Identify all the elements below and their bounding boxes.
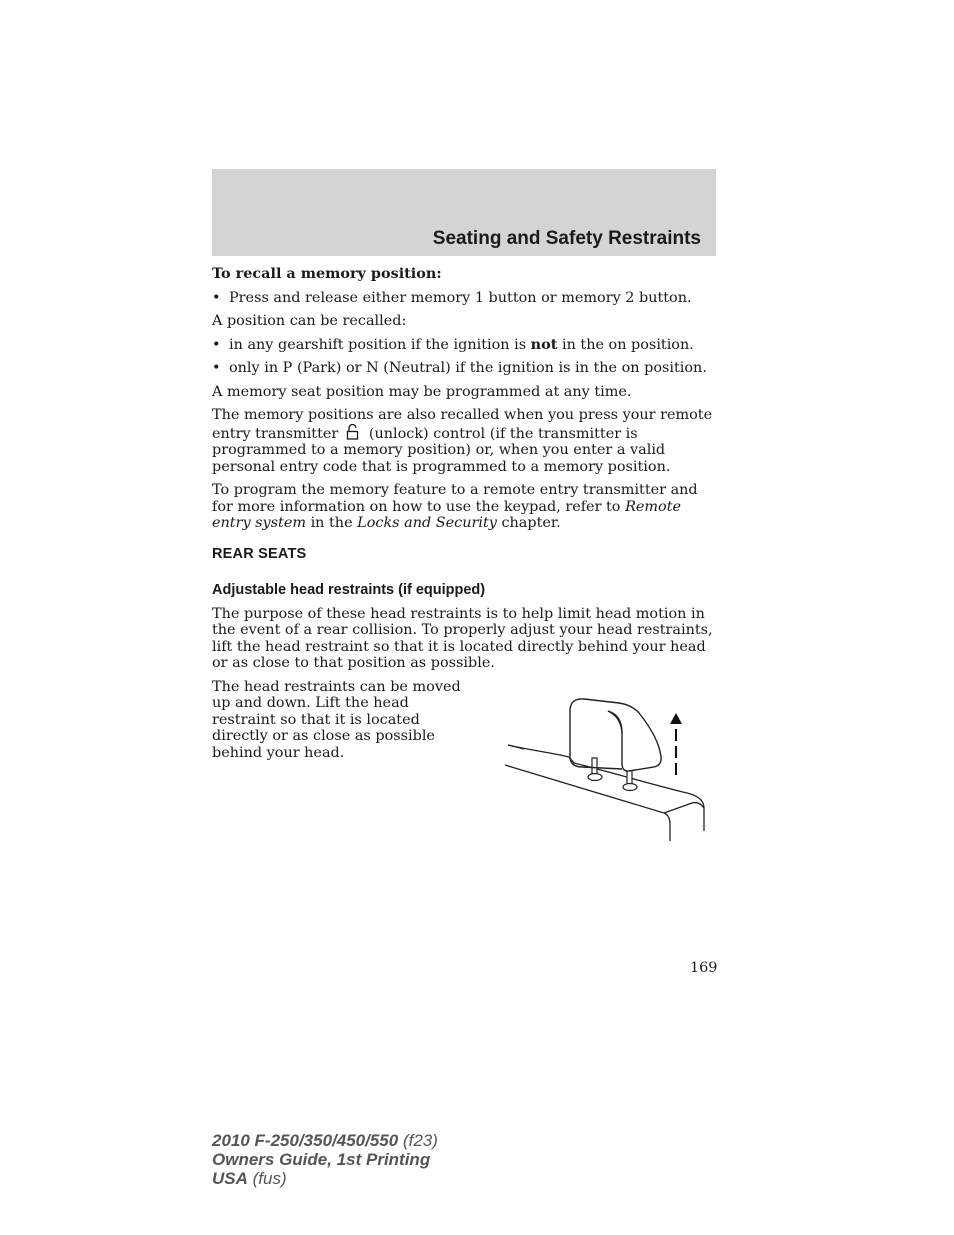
bullet-text: Press and release either memory 1 button or memory 2 button. xyxy=(229,289,692,306)
footer xyxy=(212,1131,438,1188)
program-text-post: chapter. xyxy=(496,515,561,531)
footer-line-2: Owners Guide, 1st Printing xyxy=(212,1150,431,1169)
remote-paragraph xyxy=(212,407,716,475)
rear-seats-heading: REAR SEATS xyxy=(212,545,307,562)
footer-region-code: (fus) xyxy=(247,1169,287,1188)
bullet-text xyxy=(229,337,694,354)
head-restraints-subheading: Adjustable head restraints (if equipped) xyxy=(212,582,486,598)
page-number: 169 xyxy=(690,960,718,976)
program-paragraph xyxy=(212,482,716,532)
footer-model-code: (f23) xyxy=(398,1131,438,1150)
recall-heading: To recall a memory position: xyxy=(212,265,442,282)
footer-region: USA xyxy=(212,1169,248,1188)
list-item xyxy=(212,290,716,307)
unlock-icon xyxy=(345,424,363,440)
head-restraints-adjust: The head restraints can be moved up and down. Lift the head restraint so that it is located directly or as close as possible behind your head. xyxy=(212,678,461,761)
bullet-text: only in P (Park) or N (Neutral) if the ignition is in the on position. xyxy=(229,360,707,376)
footer-model: 2010 F-250/350/450/550 xyxy=(212,1131,399,1150)
footer-line-1 xyxy=(212,1131,438,1150)
footer-line-3 xyxy=(212,1169,438,1188)
list-item xyxy=(212,337,716,354)
bullet-dot: • xyxy=(212,336,221,353)
program-text-pre: To program the memory feature to a remote entry transmitter and for more information on how to use the keypad, refer to xyxy=(212,482,698,515)
bullet-dot: • xyxy=(212,289,221,306)
program-text-mid: in the xyxy=(306,515,358,531)
recall-intro: A position can be recalled: xyxy=(212,313,407,329)
head-restraint-illustration xyxy=(504,693,716,843)
bullet-text-pre: in any gearshift position if the ignition is xyxy=(229,336,531,353)
header-band xyxy=(212,169,716,256)
head-restraints-purpose: The purpose of these head restraints is to help limit head motion in the event of a rear collision. To properly adjust your head restraints, lift the head restraint so that it is located directly behind your head or as close to that position as possible. xyxy=(212,605,713,671)
remote-text-pre: The memory positions are also recalled when you press your remote entry transmitter xyxy=(212,407,713,442)
bullet-text-post: in the on position. xyxy=(557,336,694,353)
bullet-text-bold: not xyxy=(530,335,558,353)
programmed-anytime: A memory seat position may be programmed at any time. xyxy=(212,383,632,400)
page-title: Seating and Safety Restraints xyxy=(432,228,701,249)
locks-security-ref: Locks and Security xyxy=(357,515,497,531)
list-item xyxy=(212,360,716,377)
remote-entry-ref: Remote entry system xyxy=(212,498,682,531)
bullet-dot: • xyxy=(212,360,221,376)
remote-text-post: (unlock) control (if the transmitter is programmed to a memory position) or, when you enter a valid personal entry code that is programmed to a memory position. xyxy=(212,425,671,475)
